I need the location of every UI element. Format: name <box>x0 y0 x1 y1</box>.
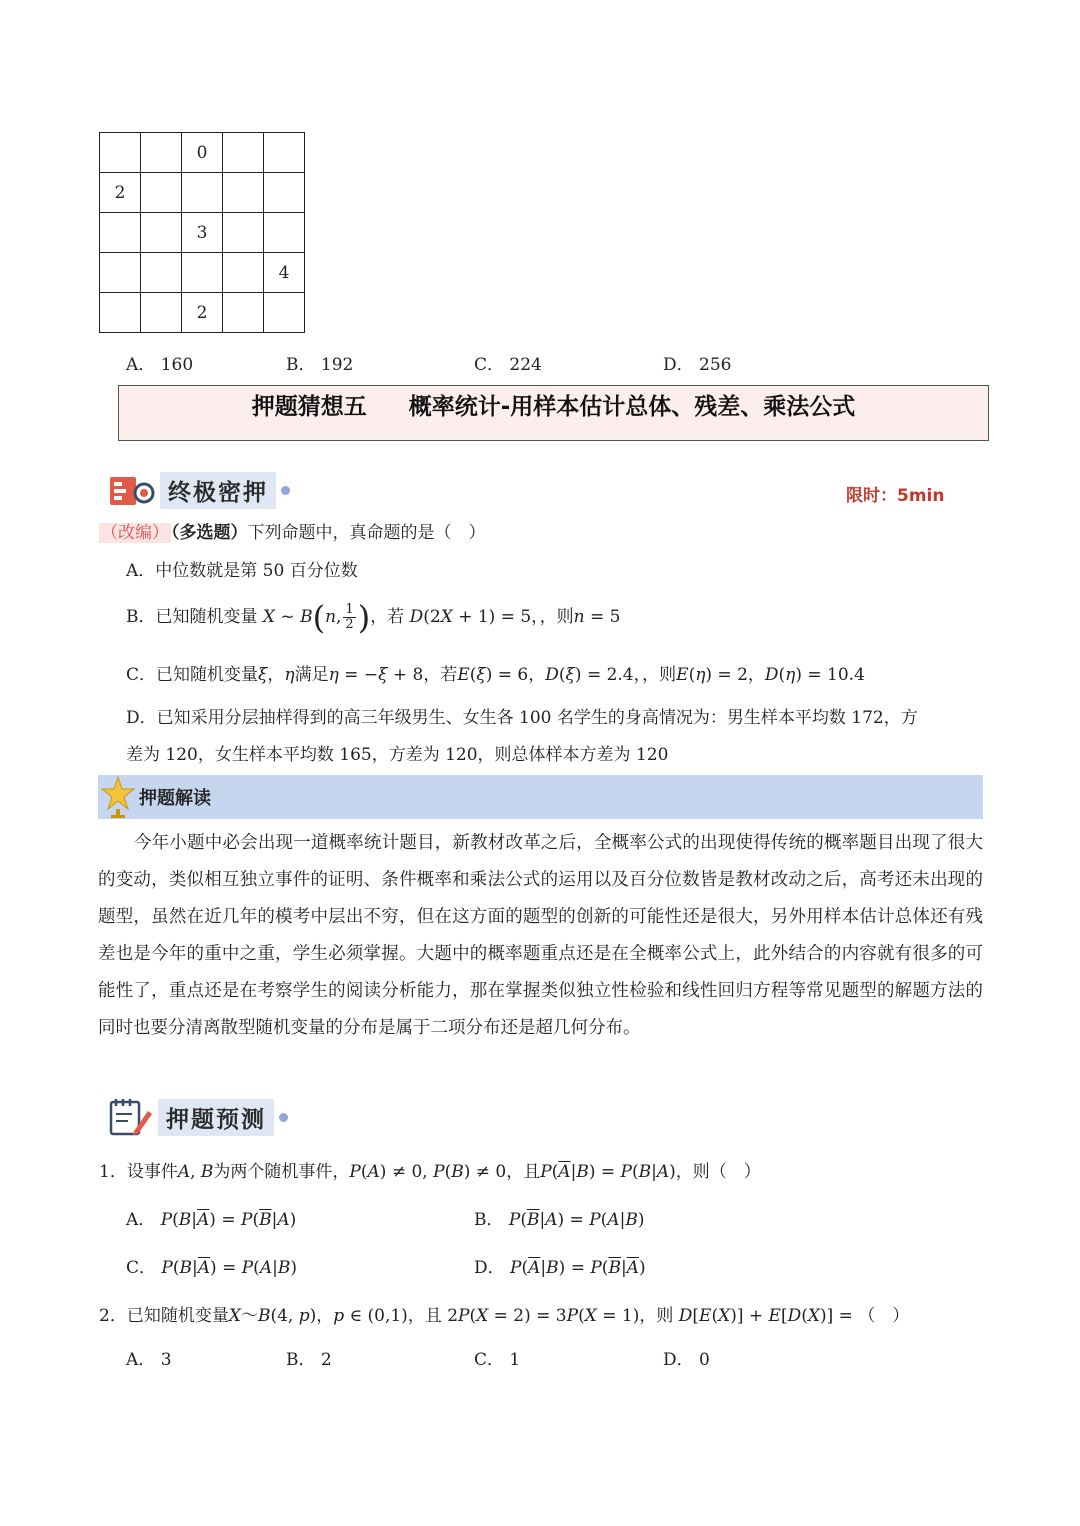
predict-section-header <box>108 1097 288 1137</box>
q2-option-d: D． 0 <box>663 1350 710 1370</box>
grid-row <box>100 293 305 333</box>
grid-cell <box>264 173 305 213</box>
prev-option-b: B． 192 <box>286 355 354 375</box>
adapted-tag: （改编） <box>101 523 169 543</box>
grid-cell: 3 <box>182 213 223 253</box>
final-option-d-line1: D．已知采用分层抽样得到的高三年级男生、女生各 100 名学生的身高情况为：男生样本平均数 172，方 <box>126 708 918 728</box>
q2-option-c: C． 1 <box>474 1350 521 1370</box>
grid-cell <box>223 253 264 293</box>
grid-cell <box>223 133 264 173</box>
notebook-pen-icon <box>108 1097 154 1137</box>
grid-cell <box>223 293 264 333</box>
time-limit: 限时：5min <box>846 486 945 506</box>
grid-cell <box>182 253 223 293</box>
grid-cell: 4 <box>264 253 305 293</box>
interpretation-paragraph: 今年小题中必会出现一道概率统计题目，新教材改革之后，全概率公式的出现使得传统的概率题目出现了很大的变动，类似相互独立事件的证明、条件概率和乘法公式的运用以及百分位数皆是教材改动之后，高考还未出现的题型，虽然在近几年的模考中层出不穷，但在这方面的题型的创新的可能性还是很大，另外用样本估计总体还有残差也是今年的重中之重，学生必须掌握。大题中的概率题重点还是在全概率公式上，此外结合的内容就有很多的可能性了，重点还是在考察学生的阅读分析能力，那在掌握类似独立性检验和线性回归方程等常见题型的解题方法的同时也要分清离散型随机变量的分布是属于二项分布还是超几何分布。 <box>98 833 983 1038</box>
q2-option-a: A． 3 <box>126 1350 172 1370</box>
final-option-b: B．已知随机变量 X ~ B(n, $\frac{1}{2}$ )，若 D(2X + 1) = 5，，则n = 5 <box>126 598 621 637</box>
target-icon <box>108 473 156 509</box>
q1-option-a: A． $P(B|\overline{A}) = P(\overline{B}|A)$ <box>126 1210 297 1230</box>
prev-option-c: C． 224 <box>474 355 542 375</box>
question-1: 1．设事件A, B为两个随机事件，P(A) ≠ 0, P(B) ≠ 0，且$P(\overline{A}|B) = P(B|A)$，则（ ） <box>99 1162 761 1182</box>
grid-cell: 0 <box>182 133 223 173</box>
grid-cell <box>100 253 141 293</box>
grid-cell <box>141 293 182 333</box>
prev-option-a: A． 160 <box>126 355 194 375</box>
interpretation-title: 押题解读 <box>139 788 211 809</box>
grid-cell <box>264 133 305 173</box>
grid-cell: 2 <box>100 173 141 213</box>
dot-decoration <box>281 486 290 495</box>
section-banner <box>118 385 989 441</box>
number-grid <box>99 132 305 333</box>
final-option-d-line2: 差为 120，女生样本平均数 165，方差为 120，则总体样本方差为 120 <box>126 745 669 765</box>
grid-row <box>100 173 305 213</box>
grid-cell <box>141 253 182 293</box>
q1-option-d: D． $P(\overline{A}|B) = P(\overline{B}|\overline{A})$ <box>474 1258 646 1278</box>
final-question-stem: （改编） （多选题）下列命题中，真命题的是（ ） <box>101 523 486 543</box>
grid-cell <box>141 133 182 173</box>
banner-right: 概率统计-用样本估计总体、残差、乘法公式 <box>408 394 856 420</box>
grid-cell <box>264 213 305 253</box>
dot-decoration <box>279 1113 288 1122</box>
grid-cell <box>182 173 223 213</box>
grid-row <box>100 253 305 293</box>
grid-cell <box>100 133 141 173</box>
grid-cell <box>141 213 182 253</box>
q1-option-c: C． $P(B|\overline{A}) = P(A|B)$ <box>126 1258 297 1278</box>
grid-row <box>100 213 305 253</box>
grid-cell <box>264 293 305 333</box>
grid-cell <box>223 213 264 253</box>
grid-row <box>100 133 305 173</box>
q1-option-b: B． $P(\overline{B}|A) = P(A|B)$ <box>474 1210 645 1230</box>
q2-option-b: B． 2 <box>286 1350 332 1370</box>
final-section-header <box>108 472 290 509</box>
grid-cell <box>100 213 141 253</box>
prev-option-d: D． 256 <box>663 355 732 375</box>
banner-left: 押题猜想五 <box>251 394 367 420</box>
question-2: 2．已知随机变量X～B(4, p)，p ∈ (0,1)，且 2P(X = 2) = 3P(X = 1)，则 D[E(X)] + E[D(X)] = （ ） <box>99 1306 910 1326</box>
final-option-a: A．中位数就是第 50 百分位数 <box>126 561 358 581</box>
interpretation-bar <box>98 775 983 819</box>
grid-cell <box>223 173 264 213</box>
grid-cell <box>141 173 182 213</box>
grid-cell <box>100 293 141 333</box>
grid-cell: 2 <box>182 293 223 333</box>
final-option-c: C．已知随机变量ξ，η满足η = −ξ + 8，若E(ξ) = 6，D(ξ) = 2.4，，则E(η) = 2，D(η) = 10.4 <box>126 665 865 685</box>
predict-section-title: 押题预测 <box>158 1099 274 1136</box>
star-trophy-icon <box>100 775 136 819</box>
final-section-title: 终极密押 <box>160 472 276 509</box>
